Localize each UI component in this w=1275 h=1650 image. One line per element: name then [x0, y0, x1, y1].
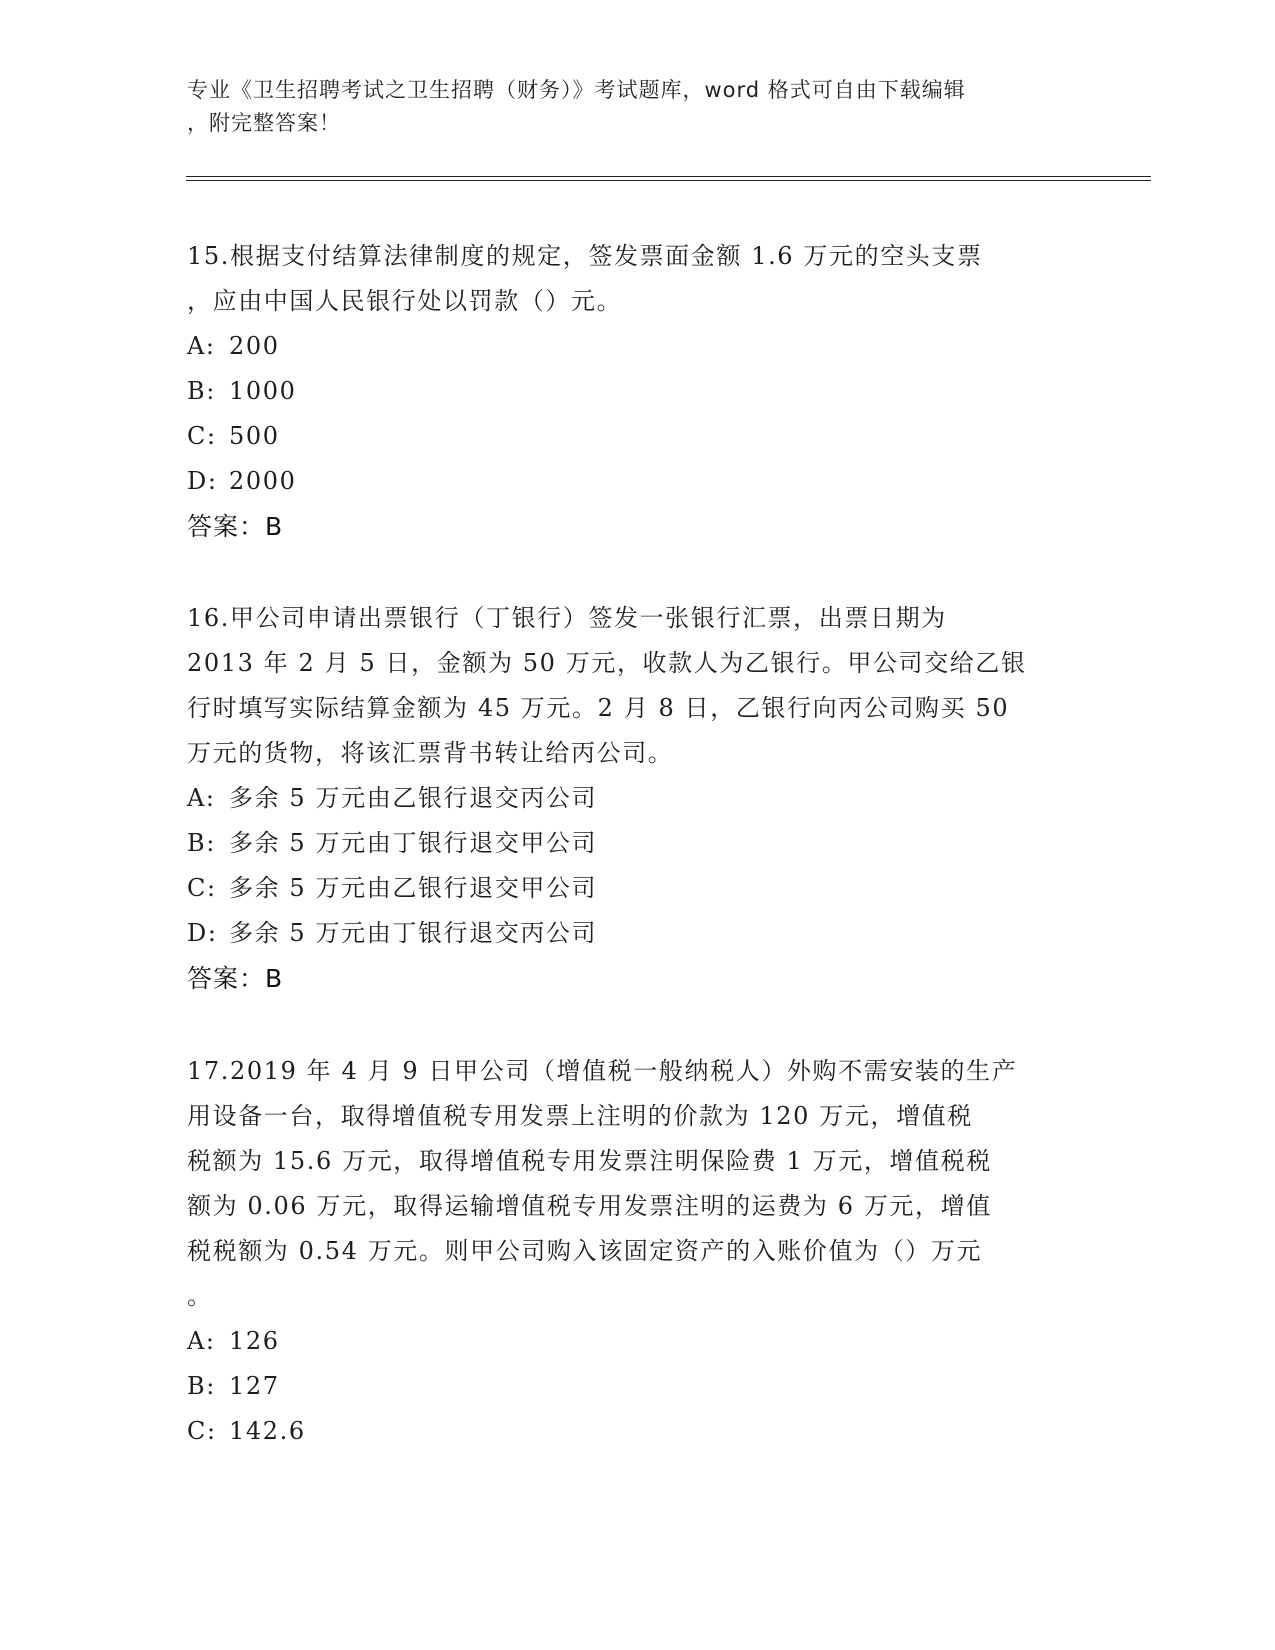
question-text: 15.根据支付结算法律制度的规定，签发票面金额 1.6 万元的空头支票 — [187, 242, 983, 270]
document-header — [187, 74, 1067, 140]
question-17 — [187, 1049, 1087, 1454]
option-text: 127 — [229, 1372, 280, 1400]
option-text: 500 — [229, 422, 280, 450]
question-15 — [187, 234, 1087, 549]
question-text: 行时填写实际结算金额为 45 万元。2 月 8 日，乙银行向丙公司购买 50 — [187, 694, 1010, 722]
question-text: 税税额为 0.54 万元。则甲公司购入该固定资产的入账价值为（）万元 — [187, 1237, 983, 1265]
option-text: 多余 5 万元由丁银行退交丙公司 — [229, 919, 598, 947]
option-a — [187, 324, 1087, 369]
option-a — [187, 776, 1087, 821]
option-key: D: — [187, 919, 218, 947]
option-text: 多余 5 万元由乙银行退交甲公司 — [229, 874, 598, 902]
option-text: 142.6 — [229, 1417, 306, 1445]
option-c — [187, 1409, 1087, 1454]
question-text: 税额为 15.6 万元，取得增值税专用发票注明保险费 1 万元，增值税税 — [187, 1147, 992, 1175]
option-text: 2000 — [229, 467, 297, 495]
option-key: C: — [187, 422, 217, 450]
option-text: 126 — [229, 1327, 280, 1355]
option-key: A: — [187, 332, 216, 360]
option-c — [187, 414, 1087, 459]
option-d — [187, 459, 1087, 504]
option-b — [187, 369, 1087, 414]
question-text: 万元的货物，将该汇票背书转让给丙公司。 — [187, 739, 674, 767]
question-text: 额为 0.06 万元，取得运输增值税专用发票注明的运费为 6 万元，增值 — [187, 1192, 992, 1220]
option-text: 1000 — [229, 377, 297, 405]
header-line: ，附完整答案！ — [187, 111, 341, 135]
option-key: C: — [187, 874, 217, 902]
question-16 — [187, 596, 1087, 1001]
option-key: B: — [187, 1372, 216, 1400]
option-text: 多余 5 万元由丁银行退交甲公司 — [229, 829, 598, 857]
option-text: 200 — [229, 332, 280, 360]
option-a — [187, 1319, 1087, 1364]
header-divider — [186, 176, 1151, 181]
question-text: 。 — [187, 1282, 213, 1310]
option-key: B: — [187, 377, 216, 405]
option-key: C: — [187, 1417, 217, 1445]
question-text: 2013 年 2 月 5 日，金额为 50 万元，收款人为乙银行。甲公司交给乙银 — [187, 649, 1027, 677]
option-text: 多余 5 万元由乙银行退交丙公司 — [229, 784, 598, 812]
option-key: A: — [187, 784, 216, 812]
option-b — [187, 1364, 1087, 1409]
option-key: B: — [187, 829, 216, 857]
question-text: ，应由中国人民银行处以罚款（）元。 — [187, 287, 623, 315]
option-key: A: — [187, 1327, 216, 1355]
question-text: 16.甲公司申请出票银行（丁银行）签发一张银行汇票，出票日期为 — [187, 604, 947, 632]
answer-label: 答案：B — [187, 512, 284, 541]
option-key: D: — [187, 467, 218, 495]
option-b — [187, 821, 1087, 866]
answer-label: 答案：B — [187, 964, 284, 993]
option-d — [187, 911, 1087, 956]
option-c — [187, 866, 1087, 911]
question-text: 用设备一台，取得增值税专用发票上注明的价款为 120 万元，增值税 — [187, 1102, 973, 1130]
question-text: 17.2019 年 4 月 9 日甲公司（增值税一般纳税人）外购不需安装的生产 — [187, 1057, 1018, 1085]
header-line: 专业《卫生招聘考试之卫生招聘（财务）》考试题库，word 格式可自由下载编辑 — [187, 78, 966, 102]
